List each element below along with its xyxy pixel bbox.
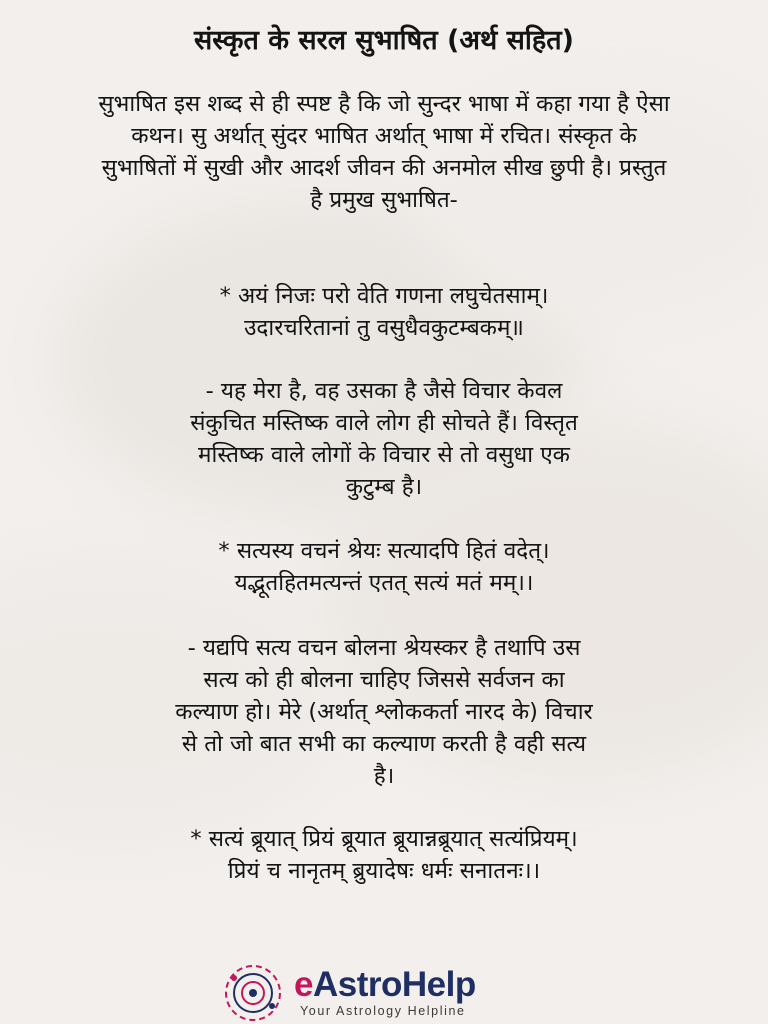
verse-1: * अयं निजः परो वेति गणना लघुचेतसाम्। उदारचरितानां तु वसुधैवकुटम्बकम्॥ [219,283,549,341]
verse-2: * सत्यस्य वचनं श्रेयः सत्यादपि हितं वदेत्। यद्भूतहितमत्यन्तं एतत् सत्यं मतं मम्।। [218,538,550,596]
orbit-logo-icon [222,962,284,1024]
brand-tagline: Your Astrology Helpline [300,1004,466,1018]
meaning-1: - यह मेरा है, वह उसका है जैसे विचार केवल संकुचित मस्तिष्क वाले लोग ही सोचते हैं। विस्तृत मस्तिष्क वाले लोगों के विचार से तो वसुधा एक कुटुम्ब है। [190,378,578,500]
intro-paragraph: सुभाषित इस शब्द से ही स्पष्ट है कि जो सुन्दर भाषा में कहा गया है ऐसा कथन। सु अर्थात् सुंदर भाषित अर्थात् भाषा में रचित। संस्कृत के सुभाषितों में सुखी और आदर्श जीवन की अनमोल सीख छुपी है। प्रस्तुत है प्रमुख सुभाषित- [98,91,670,213]
verse-3: * सत्यं ब्रूयात् प्रियं ब्रूयात ब्रूयान्नब्रूयात् सत्यंप्रियम्। प्रियं च नानृतम् ब्रुयादेषः धर्मः सनातनः।। [190,826,578,884]
meaning-2: - यद्यपि सत्य वचन बोलना श्रेयस्कर है तथापि उस सत्य को ही बोलना चाहिए जिससे सर्वजन का कल्याण हो। मेरे (अर्थात् श्लोककर्ता नारद के) विचार से तो जो बात सभी का कल्याण करती है वही सत्य है। [175,635,593,789]
page-title: संस्कृत के सरल सुभाषित (अर्थ सहित) [194,25,574,56]
brand-name: eAstroHelp [294,965,476,1004]
brand-logo[interactable] [222,962,552,1020]
